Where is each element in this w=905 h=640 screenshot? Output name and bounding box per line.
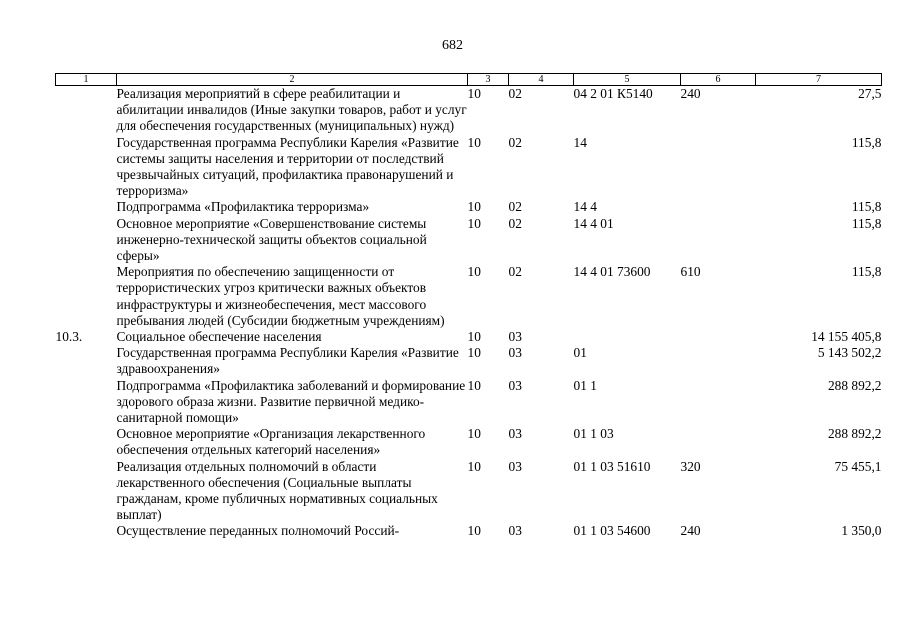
row-number: 10.3. [55, 329, 83, 345]
row-target-article: 01 1 [573, 377, 597, 393]
row-number [56, 345, 117, 377]
row-section: 10 [467, 134, 481, 150]
row-expense-type [681, 199, 756, 215]
row-target-article: 01 1 03 51610 [573, 458, 651, 474]
row-section: 10 [467, 215, 481, 231]
row-name: Мероприятия по обеспечению защищенности от террористических угроз критически важных объектов инфраструктуры и жизнеобеспечения, мест массового пребывания людей (Субсидии бюджетным учреждениям) [116, 264, 445, 328]
row-expense-type [681, 426, 756, 458]
row-target-article: 14 [573, 134, 587, 150]
row-expense-type [681, 135, 756, 200]
row-target-article: 14 4 [573, 199, 597, 215]
header-cell: 6 [681, 74, 756, 86]
row-amount: 115,8 [851, 134, 882, 150]
row-name: Социальное обеспечение населения [116, 329, 322, 345]
row-target-article: 01 1 03 [573, 426, 614, 442]
table-row [56, 329, 882, 345]
header-cell: 1 [56, 74, 117, 86]
row-name: Подпрограмма «Профилактика терроризма» [116, 199, 370, 215]
table-row [56, 523, 882, 539]
row-expense-type: 240 [680, 86, 701, 101]
row-section: 10 [467, 86, 481, 101]
column-number-header [56, 74, 882, 86]
table-row [56, 426, 882, 458]
row-amount: 1 350,0 [841, 523, 882, 539]
row-section: 10 [467, 426, 481, 442]
row-number [56, 135, 117, 200]
row-subsection: 02 [508, 134, 522, 150]
header-cell: 2 [117, 74, 468, 86]
row-number [56, 378, 117, 427]
row-target-article: 14 4 01 [573, 215, 614, 231]
row-amount: 5 143 502,2 [817, 345, 882, 361]
budget-table [55, 73, 882, 540]
table-row [56, 199, 882, 215]
row-name: Реализация отдельных полномочий в области лекарственного обеспечения (Социальные выплаты гражданам, кроме публичных нормативных социальных выплат) [116, 458, 438, 523]
row-section: 10 [467, 329, 481, 345]
page-number: 682 [442, 38, 463, 53]
row-subsection: 02 [508, 264, 522, 280]
row-amount: 115,8 [851, 215, 882, 231]
row-amount: 75 455,1 [834, 458, 882, 474]
row-section: 10 [467, 377, 481, 393]
row-expense-type [681, 216, 756, 265]
row-subsection: 03 [508, 458, 522, 474]
row-name: Основное мероприятие «Организация лекарственного обеспечения отдельных категорий населения» [116, 426, 426, 458]
row-number [56, 216, 117, 265]
row-subsection: 03 [508, 329, 522, 345]
table-body [56, 86, 882, 540]
row-name: Государственная программа Республики Карелия «Развитие системы защиты населения и территории от последствий чрезвычайных ситуаций, профилактика правонарушений и терроризма» [116, 134, 459, 199]
row-subsection: 03 [508, 345, 522, 361]
row-name: Реализация мероприятий в сфере реабилитации и абилитации инвалидов (Иные закупки товаров, работ и услуг для обеспечения государственных (муниципальных) нужд) [116, 86, 467, 134]
row-section: 10 [467, 264, 481, 280]
row-name: Основное мероприятие «Совершенствование системы инженерно-технической защиты объектов социальной сферы» [116, 215, 427, 264]
row-number [56, 426, 117, 458]
row-amount: 14 155 405,8 [811, 329, 882, 345]
table-row [56, 378, 882, 427]
row-subsection: 03 [508, 523, 522, 539]
row-expense-type: 240 [680, 523, 701, 539]
table-row [56, 135, 882, 200]
row-subsection: 03 [508, 426, 522, 442]
row-number [56, 86, 117, 135]
row-expense-type [681, 378, 756, 427]
row-target-article: 01 [573, 345, 587, 361]
row-number [56, 199, 117, 215]
row-name: Подпрограмма «Профилактика заболеваний и формирование здорового образа жизни. Развитие первичной медико-санитарной помощи» [116, 377, 466, 426]
row-target-article: 01 1 03 54600 [573, 523, 651, 539]
row-target-article: 04 2 01 К5140 [573, 86, 653, 101]
row-number [56, 459, 117, 524]
row-amount: 288 892,2 [827, 377, 882, 393]
header-cell: 7 [756, 74, 882, 86]
row-name: Осуществление переданных полномочий Россий- [116, 523, 400, 539]
row-subsection: 02 [508, 199, 522, 215]
row-subsection: 03 [508, 377, 522, 393]
table-row [56, 345, 882, 377]
row-section: 10 [467, 345, 481, 361]
row-name: Государственная программа Республики Карелия «Развитие здравоохранения» [116, 345, 459, 377]
row-target-article [574, 329, 681, 345]
row-section: 10 [467, 199, 481, 215]
row-amount: 115,8 [851, 264, 882, 280]
table-row [56, 86, 882, 135]
table-row [56, 216, 882, 265]
header-cell: 5 [574, 74, 681, 86]
row-section: 10 [467, 523, 481, 539]
header-cell: 3 [468, 74, 509, 86]
row-section: 10 [467, 458, 481, 474]
row-expense-type: 610 [680, 264, 701, 280]
row-number [56, 264, 117, 329]
row-amount: 27,5 [858, 86, 882, 101]
row-expense-type: 320 [680, 458, 701, 474]
header-cell: 4 [509, 74, 574, 86]
row-target-article: 14 4 01 73600 [573, 264, 651, 280]
row-amount: 288 892,2 [827, 426, 882, 442]
row-number [56, 523, 117, 539]
row-expense-type [681, 329, 756, 345]
row-subsection: 02 [508, 86, 522, 101]
table-row [56, 264, 882, 329]
row-expense-type [681, 345, 756, 377]
row-subsection: 02 [508, 215, 522, 231]
row-amount: 115,8 [851, 199, 882, 215]
table-row [56, 459, 882, 524]
